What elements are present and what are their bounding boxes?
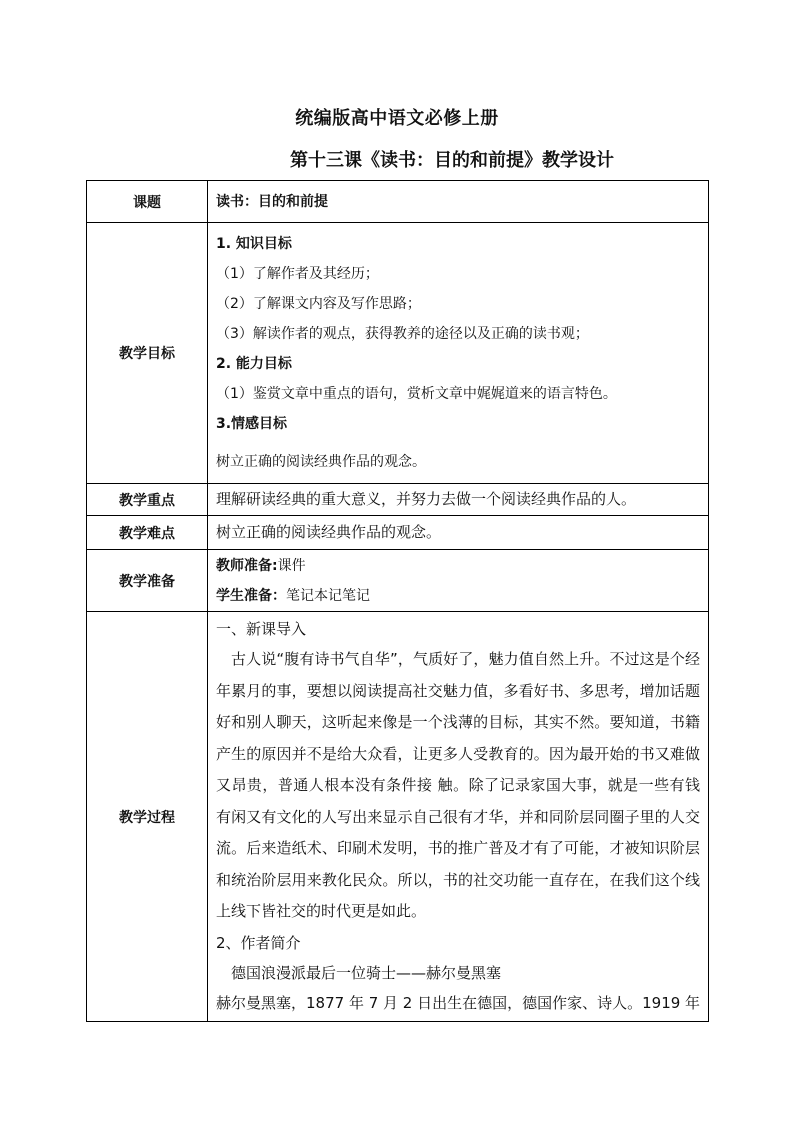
knowledge-item-2: （2）了解课文内容及写作思路；	[216, 296, 421, 312]
difficulties-text: 树立正确的阅读经典作品的观念。	[216, 523, 442, 541]
topic-value	[208, 181, 709, 223]
table-row-topic	[87, 181, 709, 223]
lesson-plan-table	[86, 180, 709, 1022]
key-points-label: 教学重点	[87, 484, 208, 516]
ability-heading: 2. 能力目标	[216, 356, 292, 372]
emotion-text: 树立正确的阅读经典作品的观念。	[216, 454, 426, 470]
key-points-value	[208, 484, 709, 516]
knowledge-heading: 1. 知识目标	[216, 236, 292, 252]
teacher-preparation	[216, 551, 708, 581]
table-row-preparation	[87, 550, 709, 612]
table-row-objectives	[87, 223, 709, 484]
student-prep-value: 笔记本记笔记	[286, 587, 370, 604]
student-preparation	[216, 581, 708, 611]
knowledge-item-3: （3）解读作者的观点，获得教养的途径以及正确的读书观；	[216, 326, 589, 342]
table-row-key-points	[87, 484, 709, 516]
difficulties-label: 教学难点	[87, 516, 208, 550]
teacher-prep-label: 教师准备:	[216, 557, 278, 574]
topic-text: 读书：目的和前提	[216, 193, 328, 210]
document-title: 统编版高中语文必修上册	[295, 108, 499, 129]
difficulties-value	[208, 516, 709, 550]
preparation-content	[208, 550, 709, 612]
ability-item-1: （1）鉴赏文章中重点的语句，赏析文章中娓娓道来的语言特色。	[216, 386, 617, 402]
section1-text: 古人说“腹有诗书气自华”，气质好了，魅力值自然上升。不过这是个经年累月的事，要想以阅读提高社交魅力值，多看好书、多思考，增加话题好和别人聊天，这听起来像是一个浅薄的目标，其实不然。要知道，书籍产生的原因并不是给大众看，让更多人受教育的。因为最开始的书又难做又昂贵，普通人根本没有条件接 触。除了记录家国大事，就是一些有钱有闲又有文化的人写出来显示自己很有才华，并和同阶层同圈子里的人交流。后来造纸术、印刷术发明，书的推广普及才有了可能，才被知识阶层和统治阶层用来教化民众。所以，书的社交功能一直存在，在我们这个线上线下皆社交的时代更是如此。	[216, 650, 700, 920]
document-subtitle: 第十三课《读书：目的和前提》教学设计	[290, 150, 614, 171]
teacher-prep-value: 课件	[277, 557, 306, 574]
table-row-difficulties	[87, 516, 709, 550]
process-label: 教学过程	[87, 612, 208, 1022]
process-content	[208, 612, 709, 1022]
table-row-process	[87, 612, 709, 1022]
section2-heading: 2、作者简介	[216, 933, 301, 952]
preparation-label: 教学准备	[87, 550, 208, 612]
objectives-content	[208, 223, 709, 484]
author-title: 德国浪漫派最后一位骑士——赫尔曼黑塞	[231, 963, 502, 982]
topic-label: 课题	[87, 181, 208, 223]
author-text: 赫尔曼黑塞，1877 年 7 月 2 日出生在德国，德国作家、诗人。1919 年	[216, 993, 701, 1012]
section1-heading: 一、新课导入	[216, 620, 307, 638]
emotion-heading: 3.情感目标	[216, 416, 288, 432]
objectives-label: 教学目标	[87, 223, 208, 484]
student-prep-label: 学生准备：	[216, 587, 286, 604]
key-points-text: 理解研读经典的重大意义，并努力去做一个阅读经典作品的人。	[216, 490, 637, 508]
knowledge-item-1: （1）了解作者及其经历；	[216, 266, 379, 282]
